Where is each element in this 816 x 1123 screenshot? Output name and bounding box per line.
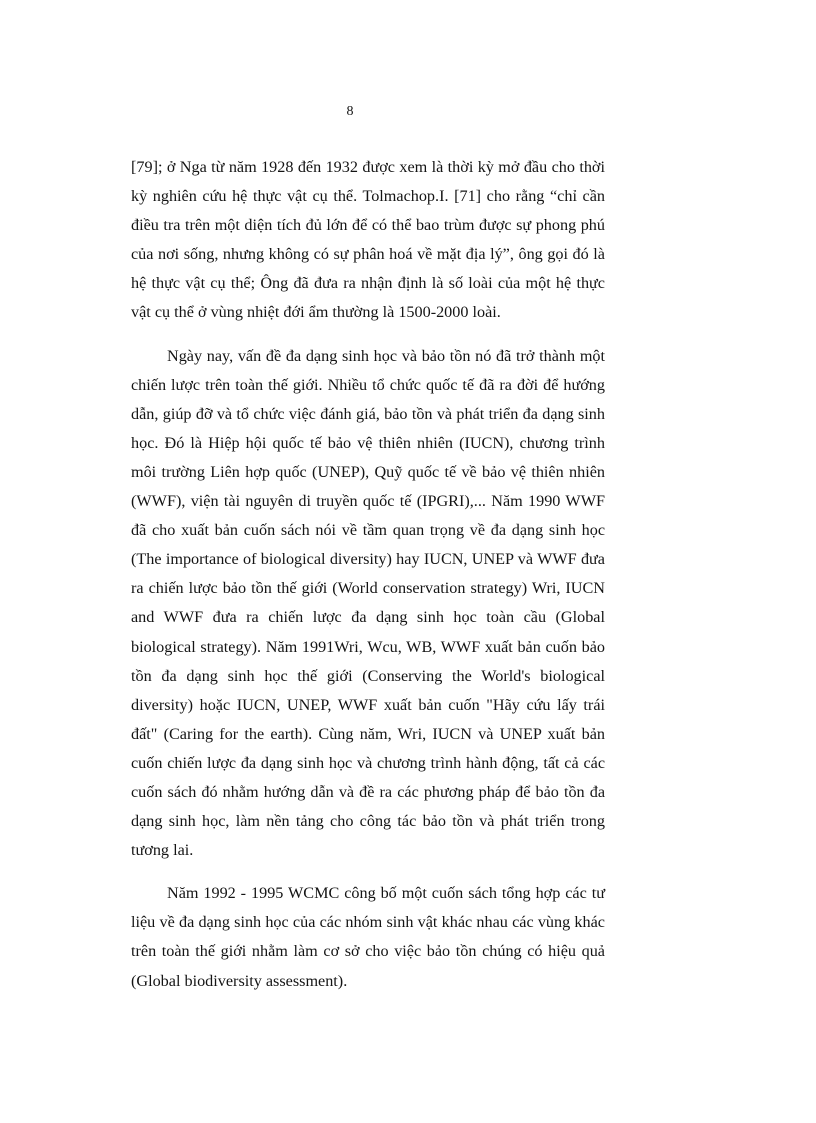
page-number: 8 [346, 104, 354, 119]
paragraph-wcmc-assessment: Năm 1992 - 1995 WCMC công bố một cuốn sách tổng hợp các tư liệu về đa dạng sinh học của các nhóm sinh vật khác nhau các vùng khác trên toàn thế giới nhằm làm cơ sở cho việc bảo tồn chúng có hiệu quả (Global biodiversity assessment). [131, 884, 605, 990]
paragraph-biodiversity-strategy: Ngày nay, vấn đề đa dạng sinh học và bảo tồn nó đã trở thành một chiến lược trên toàn thế giới. Nhiều tổ chức quốc tế đã ra đời để hướng dẫn, giúp đỡ và tổ chức việc đánh giá, bảo tồn và phát triển đa dạng sinh học. Đó là Hiệp hội quốc tế bảo vệ thiên nhiên (IUCN), chương trình môi trường Liên hợp quốc (UNEP), Quỹ quốc tế về bảo vệ thiên nhiên (WWF), viện tài nguyên di truyền quốc tế (IPGRI),... Năm 1990 WWF đã cho xuất bản cuốn sách nói về tầm quan trọng về đa dạng sinh học (The importance of biological diversity) hay IUCN, UNEP và WWF đưa ra chiến lược bảo tồn thế giới (World conservation strategy) Wri, IUCN and WWF đưa ra chiến lược đa dạng sinh học toàn cầu (Global biological strategy). Năm 1991Wri, Wcu, WB, WWF xuất bản cuốn bảo tồn đa dạng sinh học thế giới (Conserving the World's biological diversity) hoặc IUCN, UNEP, WWF xuất bản cuốn "Hãy cứu lấy trái đất" (Caring for the earth). Cùng năm, Wri, IUCN và UNEP xuất bản cuốn chiến lược đa dạng sinh học và chương trình hành động, tất cả các cuốn sách đó nhằm hướng dẫn và đề ra các phương pháp để bảo tồn đa dạng sinh học, làm nền tảng cho công tác bảo tồn và phát triển trong tương lai. [131, 346, 605, 860]
paragraph-flora-history: [79]; ở Nga từ năm 1928 đến 1932 được xem là thời kỳ mở đầu cho thời kỳ nghiên cứu hệ thực vật cụ thể. Tolmachop.I. [71] cho rằng “chỉ cần điều tra trên một diện tích đủ lớn để có thể bao trùm được sự phong phú của nơi sống, nhưng không có sự phân hoá về mặt địa lý”, ông gọi đó là hệ thực vật cụ thể; Ông đã đưa ra nhận định là số loài của một hệ thực vật cụ thể ở vùng nhiệt đới ẩm thường là 1500-2000 loài. [131, 158, 605, 322]
document-body [131, 153, 605, 996]
